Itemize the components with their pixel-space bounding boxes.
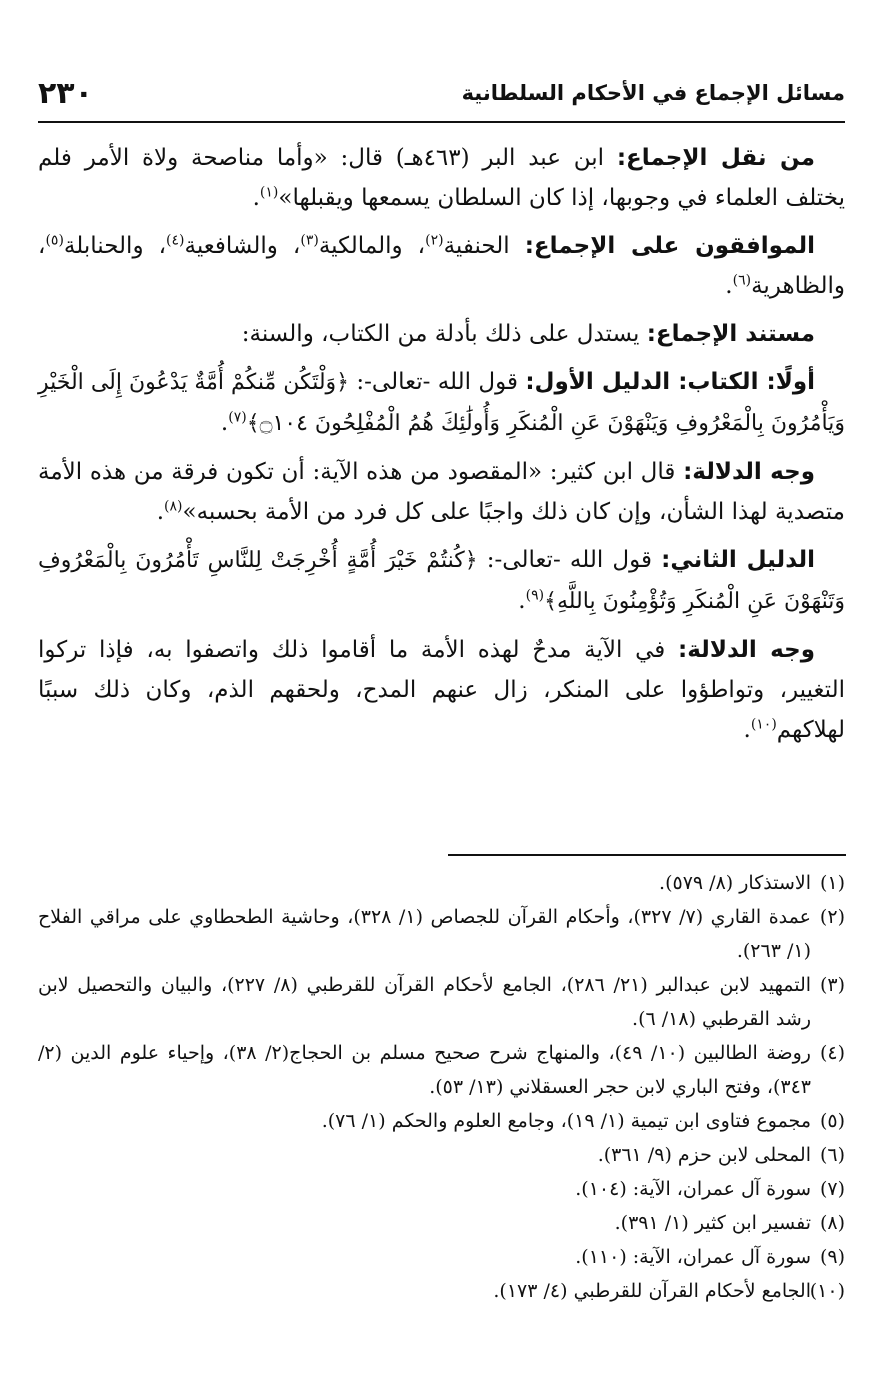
footnote-number: (٦) xyxy=(819,1144,845,1166)
footnote-ref: (٣) xyxy=(300,232,319,249)
footnote-text: سورة آل عمران، الآية: (١١٠). xyxy=(575,1246,811,1268)
footnote-text: التمهيد لابن عبدالبر (٢١/ ٢٨٦)، الجامع لأحكام القرآن للقرطبي (٨/ ٢٢٧)، والبيان والتحصيل لابن رشد القرطبي (١٨/ ٦). xyxy=(38,974,812,1030)
footnote-number: (٨) xyxy=(819,1212,845,1234)
paragraph-lead: من نقل الإجماع: xyxy=(616,145,815,171)
paragraph-first-proof xyxy=(38,362,845,444)
paragraph-second-inference xyxy=(38,630,845,750)
paragraph-text: ، والمالكية xyxy=(318,233,426,259)
paragraph-text: ، والحنابلة xyxy=(63,233,167,259)
paragraph-text: قول الله -تعالى-: xyxy=(477,547,662,573)
paragraph-lead: الموافقون على الإجماع: xyxy=(524,233,816,259)
footnote-number: (١) xyxy=(819,872,845,894)
footnote-number: (١٠) xyxy=(809,1280,845,1302)
footnote-item xyxy=(38,1138,845,1172)
paragraph-ijma-transmitter xyxy=(38,138,845,218)
footnote-item xyxy=(38,1206,845,1240)
footnote-text: روضة الطالبين (١٠/ ٤٩)، والمنهاج شرح صحيح مسلم بن الحجاج(٢/ ٣٨)، وإحياء علوم الدين (٢/ ٣٤٣)، وفتح الباري لابن حجر العسقلاني (١٣/ ٥٣). xyxy=(38,1042,811,1098)
paragraph-tail: . xyxy=(252,185,260,211)
paragraph-lead: أولًا: الكتاب: الدليل الأول: xyxy=(525,369,815,395)
paragraph-first-inference xyxy=(38,452,845,532)
footnote-item xyxy=(38,1172,845,1206)
paragraph-lead: وجه الدلالة: xyxy=(683,459,815,485)
footnote-text: مجموع فتاوى ابن تيمية (١/ ١٩)، وجامع العلوم والحكم (١/ ٧٦). xyxy=(321,1110,811,1132)
footnote-number: (٣) xyxy=(819,974,846,996)
footnote-text: المحلى لابن حزم (٩/ ٣٦١). xyxy=(597,1144,811,1166)
footnote-number: (٤) xyxy=(819,1042,845,1064)
footnote-text: الاستذكار (٨/ ٥٧٩). xyxy=(659,872,811,894)
footnote-ref: (٨) xyxy=(164,498,183,515)
page-header xyxy=(38,70,845,116)
footnote-item xyxy=(38,866,845,900)
footnote-item xyxy=(38,900,845,968)
quran-verse: ﴿كُنتُمْ خَيْرَ أُمَّةٍ أُخْرِجَتْ لِلنَّاسِ تَأْمُرُونَ بِالْمَعْرُوفِ وَتَنْهَوْنَ عَنِ الْمُنكَرِ وَتُؤْمِنُونَ بِاللَّهِ﴾ xyxy=(38,548,845,614)
header-rule xyxy=(38,121,845,123)
paragraph-agreeing-schools xyxy=(38,226,845,306)
footnote-text: سورة آل عمران، الآية: (١٠٤). xyxy=(575,1178,811,1200)
footnote-ref: (٢) xyxy=(425,232,444,249)
footnote-item xyxy=(38,968,845,1036)
page-number: ٢٣٠ xyxy=(38,75,93,111)
paragraph-text: ، والظاهرية xyxy=(38,233,845,299)
footnote-text: عمدة القاري (٧/ ٣٢٧)، وأحكام القرآن للجصاص (١/ ٣٢٨)، وحاشية الطحطاوي على مراقي الفلاح (١/ ٢٦٣). xyxy=(38,906,811,962)
paragraph-text: الحنفية xyxy=(443,233,525,259)
footnote-ref: (٧) xyxy=(228,409,247,426)
footnote-number: (٥) xyxy=(819,1110,845,1132)
footnote-ref: (٩) xyxy=(525,587,545,604)
quran-verse: ﴿وَلْتَكُن مِّنكُمْ أُمَّةٌ يَدْعُونَ إِلَى الْخَيْرِ وَيَأْمُرُونَ بِالْمَعْرُوفِ وَيَنْهَوْنَ عَنِ الْمُنكَرِ وَأُولَٰئِكَ هُمُ الْمُفْلِحُونَ ۝١٠٤﴾ xyxy=(38,370,845,436)
paragraph-text: يستدل على ذلك بأدلة من الكتاب، والسنة: xyxy=(241,321,647,347)
paragraph-tail: . xyxy=(743,717,751,743)
footnote-ref: (١٠) xyxy=(750,716,777,733)
paragraph-tail: . xyxy=(220,410,229,436)
footnote-item xyxy=(38,1240,845,1274)
paragraph-lead: الدليل الثاني: xyxy=(661,547,816,573)
footnotes xyxy=(38,866,845,1308)
main-text xyxy=(38,138,845,758)
footnote-item xyxy=(38,1036,845,1104)
paragraph-tail: . xyxy=(518,588,526,614)
paragraph-text: قول الله -تعالى-: xyxy=(349,369,526,395)
footnote-number: (٧) xyxy=(819,1178,845,1200)
paragraph-text: ، والشافعية xyxy=(184,233,301,259)
paragraph-text: ابن عبد البر (٤٦٣هـ) قال: «وأما مناصحة ولاة الأمر فلم يختلف العلماء في وجوبها، إذا كان السلطان يسمعها ويقبلها» xyxy=(38,145,845,211)
footnote-text: الجامع لأحكام القرآن للقرطبي (٤/ ١٧٣). xyxy=(493,1280,811,1302)
footnote-text: تفسير ابن كثير (١/ ٣٩١). xyxy=(614,1212,811,1234)
footnote-separator xyxy=(448,854,846,856)
running-title: مسائل الإجماع في الأحكام السلطانية xyxy=(461,81,845,105)
footnote-item xyxy=(38,1104,845,1138)
paragraph-lead: وجه الدلالة: xyxy=(678,637,815,663)
paragraph-text: في الآية مدحٌ لهذه الأمة ما أقاموا ذلك واتصفوا به، فإذا تركوا التغيير، وتواطؤوا على المنكر، زال عنهم المدح، ولحقهم الذم، وكان ذلك سببًا لهلاكهم xyxy=(38,637,845,743)
footnote-number: (٢) xyxy=(819,906,845,928)
paragraph-second-proof xyxy=(38,540,845,622)
footnote-ref: (٤) xyxy=(166,232,185,249)
paragraph-evidence-basis xyxy=(38,314,845,354)
footnote-item xyxy=(38,1274,845,1308)
paragraph-text: قال ابن كثير: «المقصود من هذه الآية: أن تكون فرقة من هذه الأمة متصدية لهذا الشأن، وإن كان ذلك واجبًا على كل فرد من الأمة بحسبه» xyxy=(38,459,845,525)
footnote-number: (٩) xyxy=(819,1246,845,1268)
paragraph-tail: . xyxy=(156,499,165,525)
paragraph-tail: . xyxy=(725,273,733,299)
footnote-ref: (١) xyxy=(259,184,279,201)
paragraph-lead: مستند الإجماع: xyxy=(646,321,815,347)
footnote-ref: (٥) xyxy=(45,232,64,249)
footnote-ref: (٦) xyxy=(732,272,752,289)
